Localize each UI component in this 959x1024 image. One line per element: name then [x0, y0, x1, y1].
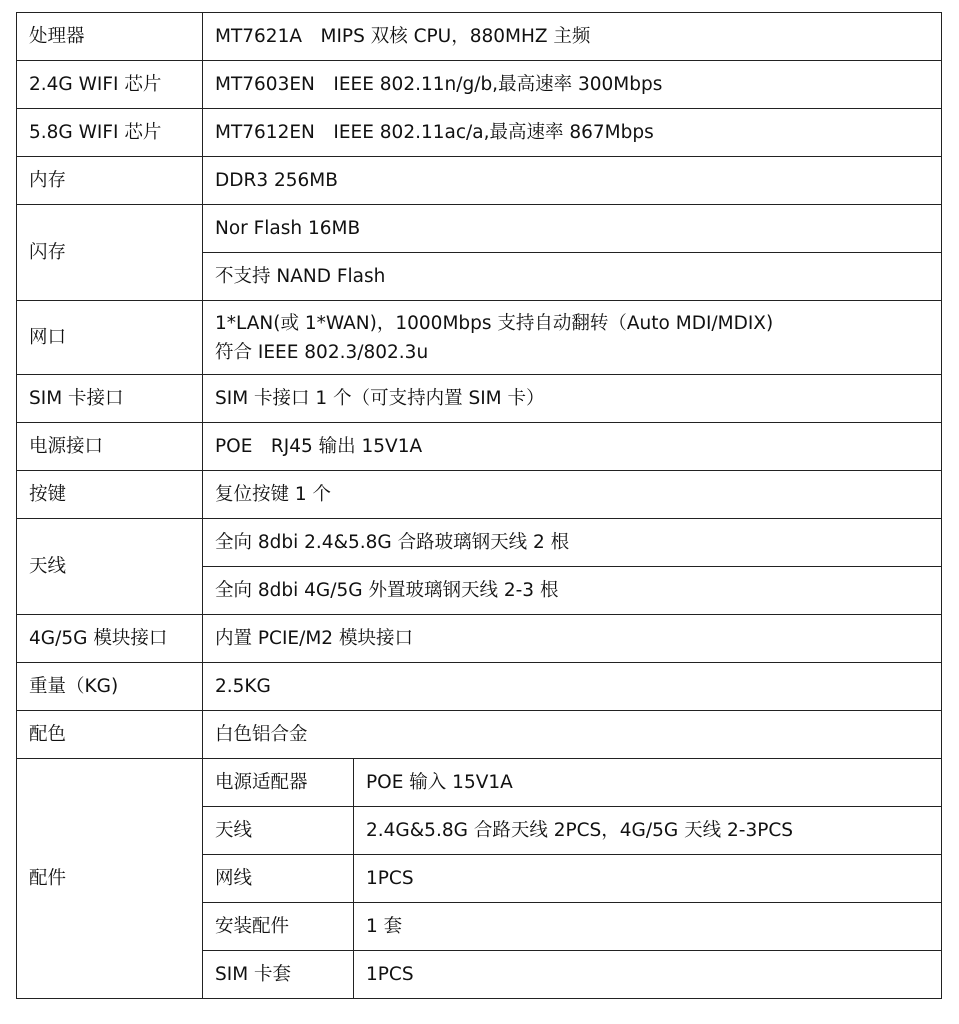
row-value: 不支持 NAND Flash — [203, 253, 942, 301]
row-value: 2.5KG — [203, 663, 942, 711]
spec-row-wifi-24g — [17, 61, 942, 109]
row-value: POE RJ45 输出 15V1A — [203, 423, 942, 471]
row-value-line: 符合 IEEE 802.3/802.3u — [215, 341, 429, 363]
row-label: 闪存 — [17, 205, 203, 301]
row-value: Nor Flash 16MB — [203, 205, 942, 253]
row-label: 按键 — [17, 471, 203, 519]
row-label: 天线 — [17, 519, 203, 615]
accessory-value: 1PCS — [354, 951, 942, 999]
spec-row-button — [17, 471, 942, 519]
accessory-value: POE 输入 15V1A — [354, 759, 942, 807]
row-label: 处理器 — [17, 13, 203, 61]
spec-row-module — [17, 615, 942, 663]
row-label: 重量（KG) — [17, 663, 203, 711]
row-label: 5.8G WIFI 芯片 — [17, 109, 203, 157]
spec-row-flash — [17, 205, 942, 253]
row-label: SIM 卡接口 — [17, 375, 203, 423]
spec-table — [16, 12, 942, 999]
spec-row-cpu — [17, 13, 942, 61]
accessory-value: 1PCS — [354, 855, 942, 903]
row-value: 全向 8dbi 4G/5G 外置玻璃钢天线 2-3 根 — [203, 567, 942, 615]
row-label: 配件 — [17, 759, 203, 999]
row-label: 内存 — [17, 157, 203, 205]
accessory-name: 电源适配器 — [203, 759, 354, 807]
spec-row-accessory — [17, 759, 942, 807]
accessory-value: 1 套 — [354, 903, 942, 951]
accessory-name: SIM 卡套 — [203, 951, 354, 999]
row-value: MT7612EN IEEE 802.11ac/a,最高速率 867Mbps — [203, 109, 942, 157]
row-label: 电源接口 — [17, 423, 203, 471]
row-value: 全向 8dbi 2.4&5.8G 合路玻璃钢天线 2 根 — [203, 519, 942, 567]
spec-row-sim — [17, 375, 942, 423]
row-value: 白色铝合金 — [203, 711, 942, 759]
row-value: 内置 PCIE/M2 模块接口 — [203, 615, 942, 663]
accessory-name: 网线 — [203, 855, 354, 903]
accessory-name: 天线 — [203, 807, 354, 855]
row-value — [203, 301, 942, 375]
accessory-name: 安装配件 — [203, 903, 354, 951]
spec-row-wifi-58g — [17, 109, 942, 157]
row-value-line: 1*LAN(或 1*WAN)，1000Mbps 支持自动翻转（Auto MDI/MDIX) — [215, 312, 774, 334]
accessory-value: 2.4G&5.8G 合路天线 2PCS，4G/5G 天线 2-3PCS — [354, 807, 942, 855]
row-label: 配色 — [17, 711, 203, 759]
spec-row-ethernet — [17, 301, 942, 375]
row-label: 网口 — [17, 301, 203, 375]
row-label: 2.4G WIFI 芯片 — [17, 61, 203, 109]
row-value: SIM 卡接口 1 个（可支持内置 SIM 卡） — [203, 375, 942, 423]
row-value: MT7603EN IEEE 802.11n/g/b,最高速率 300Mbps — [203, 61, 942, 109]
spec-row-weight — [17, 663, 942, 711]
spec-row-memory — [17, 157, 942, 205]
row-value: DDR3 256MB — [203, 157, 942, 205]
spec-row-antenna — [17, 519, 942, 567]
spec-row-color — [17, 711, 942, 759]
row-value: MT7621A MIPS 双核 CPU，880MHZ 主频 — [203, 13, 942, 61]
spec-row-power — [17, 423, 942, 471]
row-label: 4G/5G 模块接口 — [17, 615, 203, 663]
row-value: 复位按键 1 个 — [203, 471, 942, 519]
